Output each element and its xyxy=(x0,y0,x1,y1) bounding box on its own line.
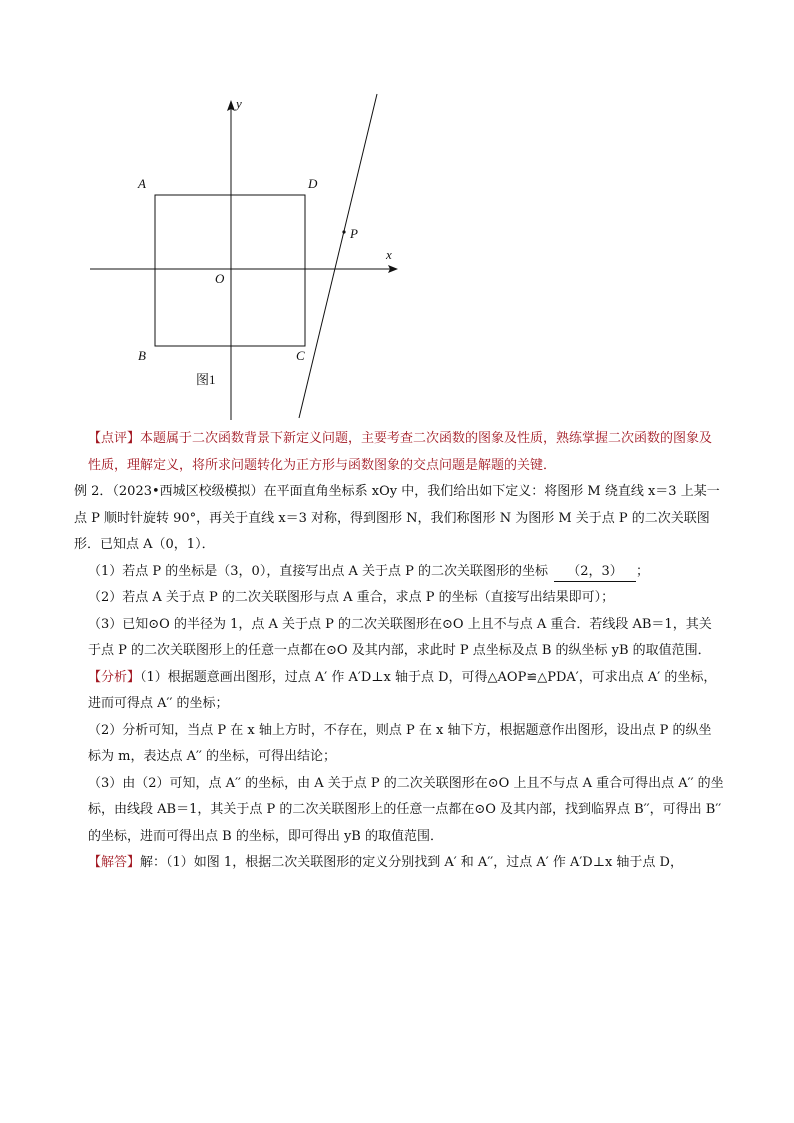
label-b: B xyxy=(138,348,146,363)
figure-svg xyxy=(80,88,420,423)
question-1-answer: （2，3） xyxy=(554,563,636,582)
fenxi-paragraph-2: （2）分析可知，当点 P 在 x 轴上方时，不存在，则点 P 在 x 轴下方，根据题意作出图形，设出点 P 的纵坐标为 m，表达点 A′′ 的坐标，可得出结论； xyxy=(88,722,712,764)
question-3: （3）已知⊙O 的半径为 1，点 A 关于点 P 的二次关联图形在⊙O 上且不与点 A 重合．若线段 AB＝1，其关于点 P 的二次关联图形上的任意一点都在⊙O 及其内部，求此时 P 点坐标及点 B 的纵坐标 yB 的取值范围． xyxy=(88,616,712,658)
question-1-text: （1）若点 P 的坐标是（3，0），直接写出点 A 关于点 P 的二次关联图形的坐标 xyxy=(88,563,548,579)
fenxi-text-1: （1）根据题意画出图形，过点 A′ 作 A′D⊥x 轴于点 D，可得△AOP≌△PDA′，可求出点 A′ 的坐标，进而可得点 A′′ 的坐标； xyxy=(88,669,717,711)
square-abcd xyxy=(155,195,305,346)
label-d: D xyxy=(308,176,318,191)
dianping-tag: 【点评】 xyxy=(88,431,141,446)
example-intro: 例 2．（2023•西城区校级模拟）在平面直角坐标系 xOy 中，我们给出如下定义：将图形 M 绕直线 x＝3 上某一点 P 顺时针旋转 90°，再关于直线 x＝3 对称，得到图形 N，我们称图形 N 为图形 M 关于点 P 的二次关联图形．已知点 A（0，1）． xyxy=(74,484,720,552)
document-body xyxy=(74,426,724,877)
dianping-paragraph xyxy=(88,426,724,479)
figure-caption: 图1 xyxy=(196,372,216,387)
label-o: O xyxy=(215,271,225,286)
label-p: P xyxy=(350,226,358,241)
point-p xyxy=(342,230,345,233)
dianping-text: 本题属于二次函数背景下新定义问题，主要考查二次函数的图象及性质，熟练掌握二次函数的图象及性质，理解定义，将所求问题转化为正方形与函数图象的交点问题是解题的关键． xyxy=(88,431,713,473)
jieda-paragraph xyxy=(88,850,724,877)
jieda-text: 解：（1）如图 1，根据二次关联图形的定义分别找到 A′ 和 A′′，过点 A′ 作 A′D⊥x 轴于点 D， xyxy=(140,855,683,870)
fenxi-tag: 【分析】 xyxy=(88,669,141,685)
fenxi-paragraph-3: （3）由（2）可知，点 A′′ 的坐标，由 A 关于点 P 的二次关联图形在⊙O 上且不与点 A 重合可得出点 A′′ 的坐标，由线段 AB＝1，其关于点 P 的二次关联图形上的任意一点都在⊙O 及其内部，找到临界点 B′′，可得出 B′′ 的坐标，进而可得出点 B 的坐标，即可得出 yB 的取值范围． xyxy=(88,775,724,844)
label-y: y xyxy=(236,96,242,111)
question-1-end: ； xyxy=(636,563,650,579)
slanted-line xyxy=(299,94,377,418)
label-x: x xyxy=(386,247,392,262)
jieda-tag: 【解答】 xyxy=(88,855,141,870)
label-a: A xyxy=(138,176,146,191)
question-2: （2）若点 A 关于点 P 的二次关联图形与点 A 重合，求点 P 的坐标（直接写出结果即可）； xyxy=(88,590,615,605)
fenxi-paragraph-1 xyxy=(88,665,724,718)
label-c: C xyxy=(296,348,305,363)
question-1 xyxy=(88,559,724,586)
coordinate-figure xyxy=(80,88,420,423)
